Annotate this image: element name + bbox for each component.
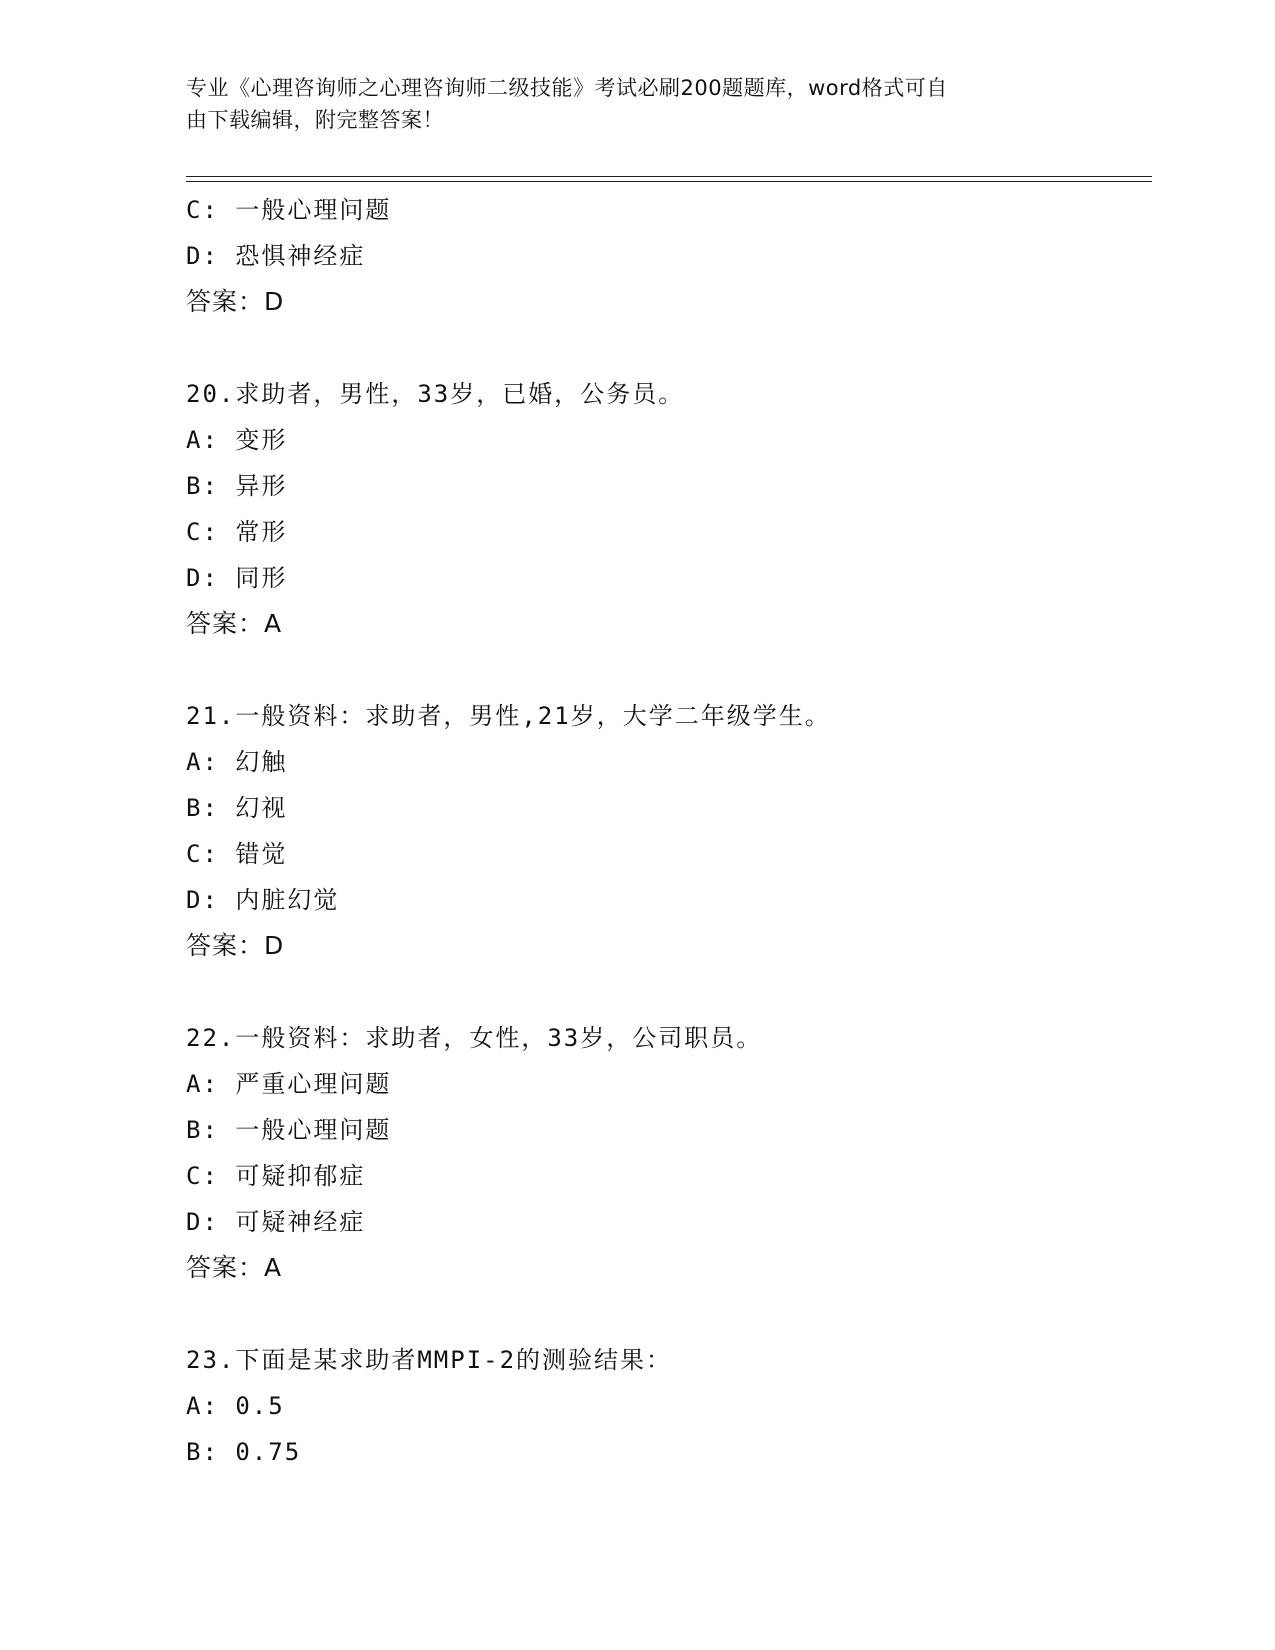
- question-stem: 23.下面是某求助者MMPI-2的测验结果：: [186, 1346, 673, 1374]
- question-stem: 20.求助者，男性，33岁，已婚，公务员。: [186, 380, 685, 408]
- answer-option: D: 恐惧神经症: [186, 242, 366, 270]
- answer-option: A: 变形: [186, 426, 288, 454]
- answer-option: A: 幻触: [186, 748, 288, 776]
- answer-option: C: 可疑抑郁症: [186, 1162, 366, 1190]
- document-header: [186, 72, 1066, 136]
- answer-option: B: 幻视: [186, 794, 288, 822]
- answer-option: A: 严重心理问题: [186, 1070, 392, 1098]
- block-spacer: [186, 325, 1152, 371]
- answer-option: D: 同形: [186, 564, 288, 592]
- answer-option: D: 可疑神经症: [186, 1208, 366, 1236]
- answer-key: 答案：A: [186, 609, 283, 638]
- header-line-2: 由下载编辑，附完整答案！: [186, 108, 444, 132]
- header-divider-bottom: [186, 181, 1152, 182]
- answer-option: B: 一般心理问题: [186, 1116, 392, 1144]
- answer-option: C: 一般心理问题: [186, 196, 392, 224]
- question-stem: 22.一般资料：求助者，女性，33岁，公司职员。: [186, 1024, 763, 1052]
- answer-option: C: 错觉: [186, 840, 288, 868]
- answer-key: 答案：A: [186, 1253, 283, 1282]
- block-spacer: [186, 647, 1152, 693]
- block-spacer: [186, 1291, 1152, 1337]
- answer-option: C: 常形: [186, 518, 288, 546]
- header-line-1: 专业《心理咨询师之心理咨询师二级技能》考试必刷200题题库，word格式可自: [186, 76, 948, 100]
- header-divider-top: [186, 176, 1152, 177]
- question-stem: 21.一般资料：求助者，男性,21岁，大学二年级学生。: [186, 702, 831, 730]
- answer-key: 答案：D: [186, 287, 285, 316]
- answer-key: 答案：D: [186, 931, 285, 960]
- answer-option: D: 内脏幻觉: [186, 886, 340, 914]
- question-list: [186, 187, 1152, 1475]
- answer-option: B: 0.75: [186, 1438, 302, 1466]
- answer-option: A: 0.5: [186, 1392, 285, 1420]
- block-spacer: [186, 969, 1152, 1015]
- answer-option: B: 异形: [186, 472, 288, 500]
